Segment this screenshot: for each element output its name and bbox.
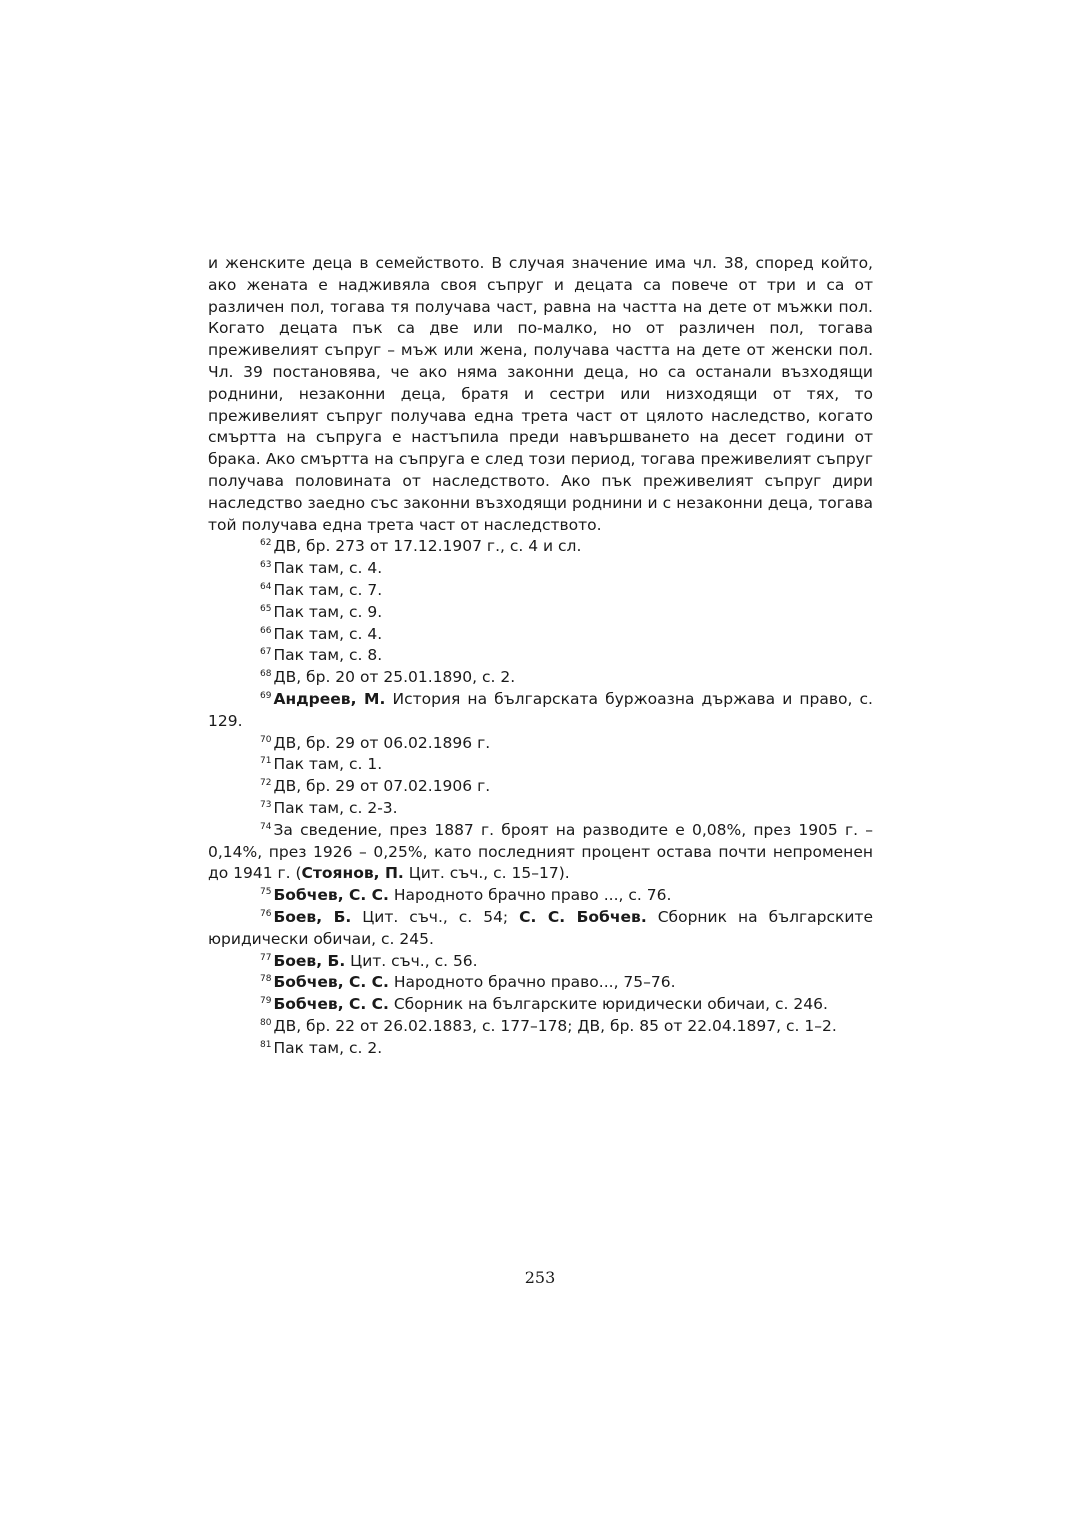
footnote-text: Народното брачно право ..., с. 76. — [388, 886, 672, 905]
footnote-text: Пак там, с. 9. — [273, 602, 383, 621]
footnote-number: 65 — [260, 603, 272, 614]
footnotes-list — [208, 536, 873, 1059]
footnote-author: С. С. Бобчев. — [519, 907, 647, 926]
footnote-66 — [208, 624, 873, 646]
footnote-number: 70 — [260, 734, 272, 745]
footnote-text: За сведение, през 1887 г. броят на разводите е 0,08%, през 1905 г. – 0,14%, през 1926 – 0,25%, като последният процент остава почти непроменен до 1941 г. ( — [208, 820, 873, 883]
footnote-author: Бобчев, С. С. — [273, 995, 389, 1014]
footnote-80 — [208, 1016, 873, 1038]
footnote-author: Боев, Б. — [273, 951, 346, 970]
footnote-text: Цит. съч., с. 54; — [351, 907, 520, 926]
footnote-70 — [208, 733, 873, 755]
footnote-number: 77 — [260, 952, 272, 963]
footnote-73 — [208, 798, 873, 820]
footnote-number: 67 — [260, 647, 272, 658]
footnote-74 — [208, 820, 873, 885]
page-number: 253 — [524, 1268, 556, 1287]
footnote-number: 81 — [260, 1039, 272, 1050]
footnote-number: 76 — [260, 908, 272, 919]
footnote-75 — [208, 885, 873, 907]
footnote-72 — [208, 776, 873, 798]
footnote-text: Сборник на българските юридически обичаи, с. 245. — [208, 907, 873, 948]
footnote-number: 68 — [260, 669, 272, 680]
footnote-69 — [208, 689, 873, 733]
footnote-author: Бобчев, С. С. — [273, 973, 389, 992]
footnote-text: ДВ, бр. 29 от 06.02.1896 г. — [273, 733, 491, 752]
footnote-81 — [208, 1038, 873, 1060]
footnote-number: 64 — [260, 581, 272, 592]
footnote-number: 66 — [260, 625, 272, 636]
footnote-text: ДВ, бр. 20 от 25.01.1890, с. 2. — [273, 668, 516, 687]
footnote-text: Пак там, с. 2-3. — [273, 798, 398, 817]
footnote-text: Сборник на българските юридически обичаи, с. 246. — [388, 995, 828, 1014]
footnote-text: История на българската буржоазна държава и право, с. 129. — [208, 689, 873, 730]
footnote-text: Цит. съч., с. 15–17). — [403, 864, 570, 883]
footnote-text: Пак там, с. 4. — [273, 624, 383, 643]
footnote-text: Народното брачно право..., 75–76. — [388, 973, 676, 992]
footnote-number: 78 — [260, 974, 272, 985]
footnote-number: 73 — [260, 799, 272, 810]
footnote-author: Боев, Б. — [273, 907, 352, 926]
footnote-65 — [208, 602, 873, 624]
footnote-71 — [208, 754, 873, 776]
footnote-67 — [208, 645, 873, 667]
footnote-number: 69 — [260, 690, 272, 701]
footnote-63 — [208, 558, 873, 580]
footnote-text: Пак там, с. 2. — [273, 1038, 383, 1057]
page-body — [208, 253, 873, 1059]
footnote-author: Бобчев, С. С. — [273, 886, 389, 905]
footnote-text: Пак там, с. 4. — [273, 559, 383, 578]
footnote-number: 72 — [260, 778, 272, 789]
footnote-64 — [208, 580, 873, 602]
footnote-number: 63 — [260, 560, 272, 571]
footnote-text: Пак там, с. 1. — [273, 755, 383, 774]
footnote-text: Цит. съч., с. 56. — [345, 951, 478, 970]
footnote-68 — [208, 667, 873, 689]
footnote-number: 75 — [260, 887, 272, 898]
footnote-number: 79 — [260, 996, 272, 1007]
footnote-text: Пак там, с. 7. — [273, 580, 383, 599]
footnote-number: 62 — [260, 538, 272, 549]
footnote-text: ДВ, бр. 29 от 07.02.1906 г. — [273, 777, 491, 796]
footnote-text: ДВ, бр. 273 от 17.12.1907 г., с. 4 и сл. — [273, 537, 582, 556]
footnote-author: Андреев, М. — [273, 689, 386, 708]
footnote-text: Пак там, с. 8. — [273, 646, 383, 665]
footnote-number: 71 — [260, 756, 272, 767]
footnote-76 — [208, 907, 873, 951]
footnote-77 — [208, 951, 873, 973]
footnote-number: 80 — [260, 1017, 272, 1028]
footnote-number: 74 — [260, 821, 272, 832]
footnote-79 — [208, 994, 873, 1016]
body-paragraph: и женските деца в семейството. В случая значение има чл. 38, според който, ако жената е надживяла своя съпруг и децата са повече от три и са от различен пол, тогава тя получава част, равна на частта на дете от мъжки пол. Когато децата пък са две или по-малко, но от различен пол, тогава преживелият съпруг – мъж или жена, получава частта на дете от женски пол. Чл. 39 постановява, че ако няма законни деца, но са останали възходящи роднини, незаконни деца, братя и сестри или низходящи от тях, то преживелият съпруг получава една трета част от цялото наследство, когато смъртта на съпруга е настъпила преди навършването на десет години от брака. Ако смъртта на съпруга е след този период, тогава преживелият съпруг получава половината от наследството. Ако пък преживелият съпруг дири наследство заедно със законни възходящи роднини и с незаконни деца, тогава той получава една трета част от наследството. — [208, 254, 873, 534]
footnote-78 — [208, 972, 873, 994]
footnote-text: ДВ, бр. 22 от 26.02.1883, с. 177–178; ДВ, бр. 85 от 22.04.1897, с. 1–2. — [273, 1016, 837, 1035]
footnote-62 — [208, 536, 873, 558]
footnote-author: Стоянов, П. — [301, 864, 404, 883]
